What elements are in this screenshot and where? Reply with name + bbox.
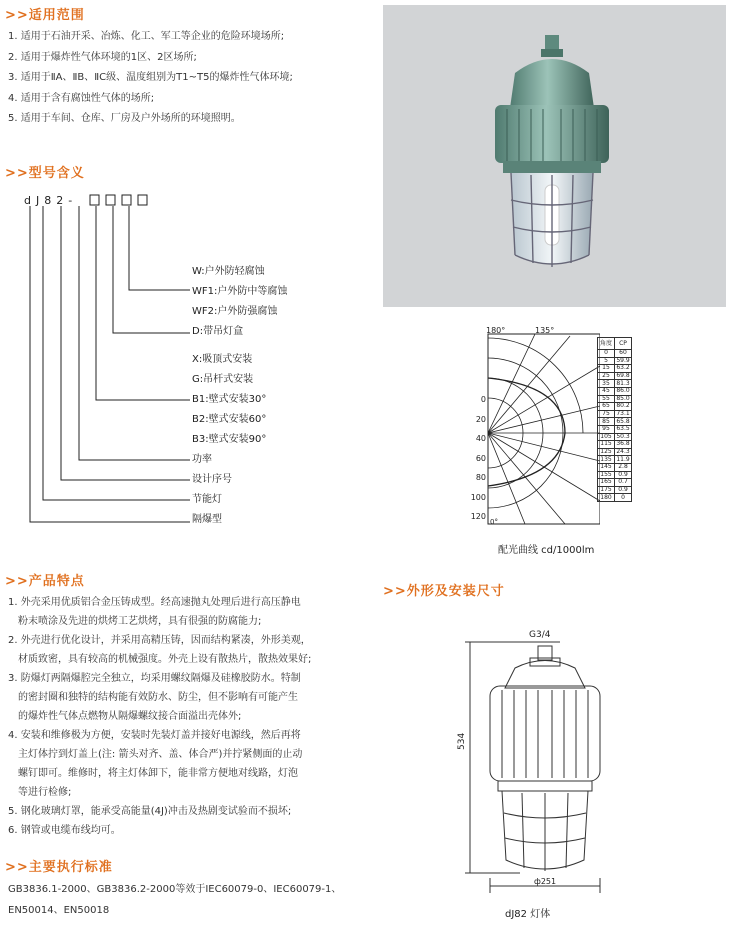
list-item: 的密封圈和独特的结构能有效防水、防尘，但不影响有可能产生 (18, 692, 298, 703)
standards-line: EN50014、EN50018 (8, 904, 110, 916)
model-label: 节能灯 (192, 494, 222, 505)
table-cell: 75 (598, 410, 615, 418)
model-label: B1:壁式安装30° (192, 394, 267, 405)
radial-label: 60 (475, 453, 486, 463)
table-header-cell: CP (615, 338, 632, 350)
radial-label: 100 (470, 492, 486, 502)
radial-label: 40 (475, 434, 486, 443)
features-heading: >>产品特点 (5, 574, 85, 589)
polar-label-180: 180° (486, 326, 506, 335)
table-cell: 24.3 (616, 448, 630, 456)
table-cell: 85.0 (616, 394, 630, 402)
table-cell: 105 (598, 433, 615, 441)
table-row (598, 425, 632, 433)
table-cell: 60 (615, 350, 632, 358)
features-list (8, 593, 311, 840)
table-cell: 135 (598, 456, 615, 464)
lamp-illustration (383, 5, 726, 307)
polar-diagram (470, 326, 600, 528)
drawing-caption: dJ82 灯体 (505, 909, 551, 920)
table-cell: 86.0 (616, 387, 630, 395)
table-cell: 63.2 (616, 364, 630, 372)
table-cell: 63.5 (616, 425, 630, 433)
radial-label: 20 (475, 414, 486, 424)
table-cell: 145 (598, 463, 615, 471)
table-cell: 165 (598, 479, 615, 487)
polar-label-135: 135° (535, 326, 555, 335)
table-cell: 0 (615, 494, 632, 502)
list-item: 粉末喷涂及先进的烘烤工艺烘烤，具有很强的防腐能力; (18, 616, 262, 627)
radial-label: 120 (470, 512, 486, 521)
model-label: D:带吊灯盒 (192, 326, 244, 337)
table-cell: 2.8 (615, 463, 632, 471)
table-cell: 81.3 (616, 379, 630, 387)
table-cell: 55 (598, 395, 615, 403)
list-item: 4. 安装和维修极为方便，安装时先装灯盖并接好电源线，然后再将 (8, 730, 301, 741)
application-heading: >>适用范围 (5, 8, 85, 23)
list-item: 2. 适用于爆炸性气体环境的1区、2区场所; (8, 51, 197, 63)
list-item: 1. 适用于石油开采、冶炼、化工、军工等企业的危险环境场所; (8, 31, 285, 42)
list-item: 3. 适用于ⅡA、ⅡB、ⅡC级、温度组别为T1~T5的爆炸性气体环境; (8, 72, 293, 83)
table-header-row (598, 338, 632, 350)
list-item: 螺钉即可。维修时，将主灯体卸下，能非常方便地对线路，灯泡 (18, 768, 298, 779)
table-cell: 85 (598, 418, 615, 426)
model-code: dJ82- (24, 194, 78, 207)
table-cell: 45 (598, 387, 615, 395)
model-label: W:户外防轻腐蚀 (192, 266, 265, 277)
height-dim: 534 (457, 732, 467, 750)
list-item: 6. 钢管或电缆布线均可。 (8, 825, 121, 836)
lamp-drawing (460, 628, 630, 898)
diameter-dim: ф251 (534, 877, 557, 886)
table-cell: 65.8 (616, 417, 630, 425)
list-item: 等进行检修; (18, 787, 72, 798)
radial-label: 0 (480, 395, 486, 404)
table-cell: 0.9 (615, 471, 632, 479)
table-row (598, 410, 632, 418)
table-cell: 80.2 (616, 402, 630, 410)
table-row (598, 486, 632, 494)
list-item: 3. 防爆灯两隔爆腔完全独立，均采用螺纹隔爆及硅橡胶防水。特制 (8, 673, 301, 684)
table-row (598, 387, 632, 395)
standards-text (8, 880, 341, 921)
table-cell: 35 (598, 380, 615, 388)
table-cell: 50.3 (616, 432, 630, 440)
table-header-cell: 角度 (598, 338, 615, 350)
table-cell: 65 (598, 403, 615, 411)
model-label: WF2:户外防强腐蚀 (192, 306, 278, 317)
table-cell: 69.8 (616, 372, 630, 380)
table-cell: 175 (598, 486, 615, 494)
polar-label-zero: 0° (490, 518, 498, 526)
list-item: 主灯体拧到灯盖上(注: 箭头对齐、盖、体合严)并拧紧侧面的止动 (18, 749, 303, 760)
model-labels (192, 262, 287, 530)
table-row (598, 448, 632, 456)
list-item: 5. 适用于车间、仓库、厂房及户外场所的环境照明。 (8, 113, 241, 124)
list-item: 2. 外壳进行优化设计，并采用高精压铸，因而结构紧凑，外形美观， (8, 635, 311, 646)
model-label: G:吊杆式安装 (192, 374, 254, 385)
list-item: 4. 适用于含有腐蚀性气体的场所; (8, 92, 155, 104)
table-row (598, 463, 632, 471)
table-row (598, 494, 632, 502)
table-cell: 0.7 (615, 479, 632, 487)
table-cell: 0 (598, 350, 615, 358)
table-row (598, 372, 632, 380)
standards-line: GB3836.1-2000、GB3836.2-2000等效于IEC60079-0、IEC60079-1、 (8, 884, 342, 895)
table-cell: 125 (598, 448, 615, 456)
list-item: 5. 钢化玻璃灯罩，能承受高能量(4J)冲击及热剧变试验而不损坏; (8, 806, 292, 817)
table-cell: 36.8 (616, 440, 630, 448)
table-cell: 59.9 (616, 356, 630, 364)
table-cell: 25 (598, 372, 615, 380)
list-item: 1. 外壳采用优质铝合金压铸成型。经高速抛丸处理后进行高压静电 (8, 597, 301, 608)
model-label: 隔爆型 (192, 514, 222, 525)
table-row (598, 350, 632, 358)
table-cell: 0.9 (615, 486, 632, 494)
dimensions-heading: >>外形及安装尺寸 (383, 584, 505, 599)
product-photo (383, 5, 726, 307)
radial-label: 80 (475, 473, 486, 482)
model-heading: >>型号含义 (5, 166, 85, 181)
list-item: 材质致密，具有较高的机械强度。外壳上设有散热片，散热效果好; (18, 654, 312, 665)
table-cell: 95 (598, 425, 615, 433)
model-label: 设计序号 (192, 474, 232, 485)
standards-heading: >>主要执行标准 (5, 860, 113, 875)
thread-label: G3/4 (529, 630, 551, 640)
table-cell: 180 (598, 494, 615, 502)
polar-radial-labels (470, 390, 486, 527)
table-cell: 115 (598, 441, 615, 449)
list-item: 的爆炸性气体点燃物从隔爆螺纹接合面溢出壳体外; (18, 711, 242, 722)
polar-caption: 配光曲线 cd/1000lm (498, 545, 595, 556)
table-cell: 155 (598, 471, 615, 479)
photometric-table (597, 337, 632, 502)
model-label: B3:壁式安装90° (192, 434, 267, 445)
table-cell: 15 (598, 365, 615, 373)
model-label: WF1:户外防中等腐蚀 (192, 286, 288, 297)
model-label: X:吸顶式安装 (192, 354, 253, 365)
model-label: 功率 (192, 454, 212, 465)
model-label: B2:壁式安装60° (192, 414, 267, 425)
table-cell: 11.9 (616, 455, 630, 463)
table-cell: 5 (598, 357, 615, 365)
table-cell: 73.1 (616, 410, 630, 418)
